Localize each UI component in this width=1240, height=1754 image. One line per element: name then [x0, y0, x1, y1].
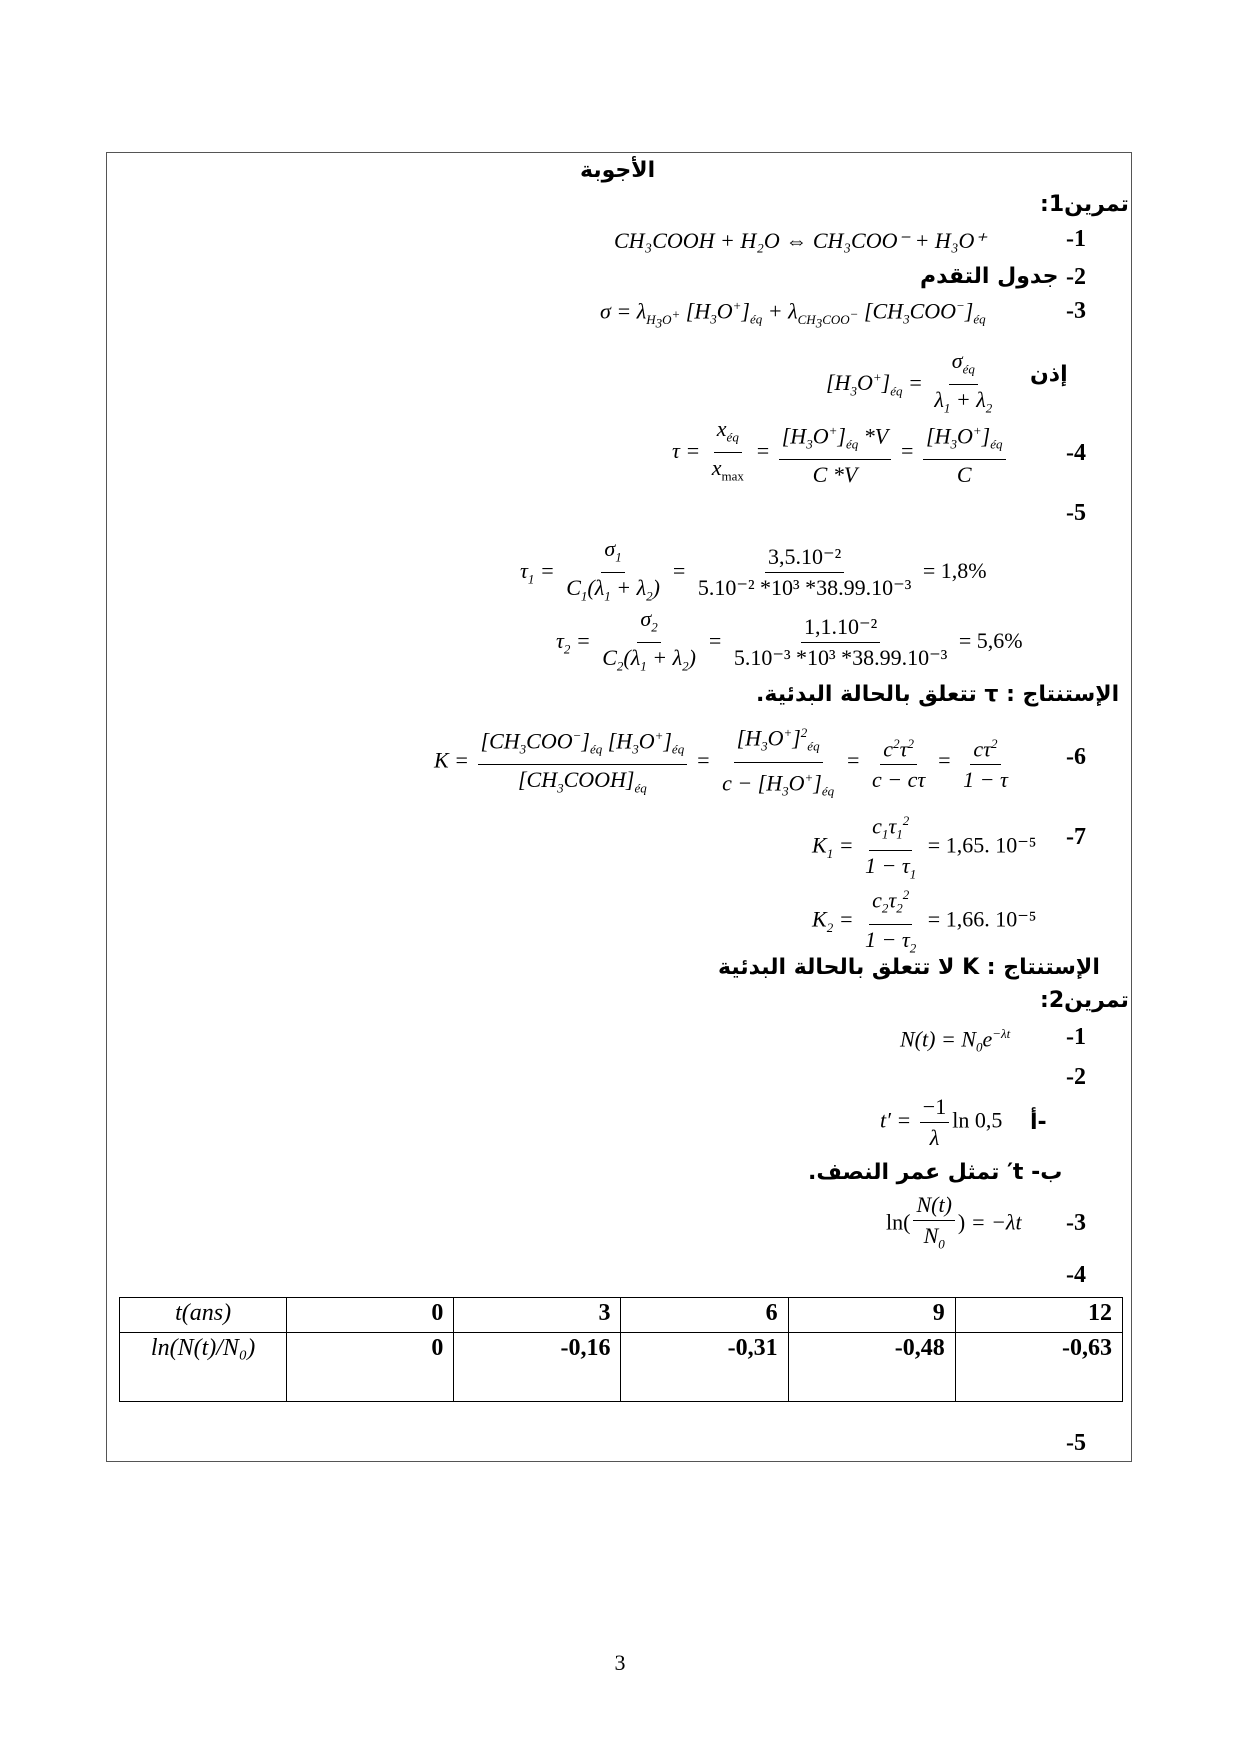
q1-3-number: -3 — [1066, 298, 1086, 324]
table-row — [120, 1333, 1123, 1402]
table-cell: -0,48 — [788, 1333, 955, 1402]
h3o-concentration-equation: $[H_3O^+]_{éq}$ = $\frac{\sigma_{éq}}{\lambda_1 + \lambda_2}$ — [826, 348, 993, 416]
table-row-header: ln(N(t)/N₀) — [120, 1333, 287, 1402]
k-equation: K = $\frac{[CH_3COO^-]_{éq} [H_3O^+]_{éq}}{[CH_3COOH]_{éq}}$ = $\frac{[H_3O^+]^2_{éq}}{c - [H_3O^+]_{éq}}$ = $\frac{c^2\tau^2}{c - c\tau}$ = $\frac{c\tau^2}{1 - \tau}$ — [434, 718, 1014, 806]
q2-4-number: -4 — [1066, 1262, 1086, 1288]
q1-1-equation: CH₃COOH + H₂O ⇔ CH₃COO⁻ + H₃O⁺ — [614, 228, 986, 253]
table-row — [120, 1298, 1123, 1333]
table-cell: 6 — [621, 1298, 788, 1333]
conductivity-equation: $\sigma = \lambda_{H_3O^+}$ $[H_3O^+]_{éq} + \lambda_{CH_3COO^-}$ $[CH_3COO^-]_{éq}$ — [600, 298, 986, 331]
table-cell: 0 — [287, 1333, 454, 1402]
q1-4-number: -4 — [1066, 440, 1086, 466]
table-cell: 3 — [454, 1298, 621, 1333]
exercise-1-title: تمرين1: — [1040, 192, 1129, 217]
log-decay-equation: ln( $\frac{N(t)}{N_0}$ ) = −λt — [886, 1192, 1022, 1252]
k2-result: = 1,66. 10⁻⁵ — [927, 906, 1037, 932]
q2-2b-text: ب- t′ تمثل عمر النصف. — [808, 1160, 1063, 1185]
table-cell: -0,16 — [454, 1333, 621, 1402]
tau-definition-equation: τ = $\frac{x_{éq}}{x_{max}}$ = $\frac{[H_3O^+]_{éq} *V}{C *V}$ = $\frac{[H_3O^+]_{éq}}{C}$ — [672, 414, 1009, 492]
tau1-equation: $\tau_1$ = $\frac{\sigma_1}{C_1(\lambda_1 + \lambda_2)}$ = $\frac{\text{3,5.10⁻²}}{\text{5.10⁻² *10³ *38.99.10⁻³}}$ = 1,8% — [520, 536, 987, 604]
table-cell: -0,63 — [955, 1333, 1122, 1402]
q2-2a-label: -أ — [1030, 1110, 1047, 1135]
q1-2-text: جدول التقدم — [920, 264, 1059, 289]
q2-1-number: -1 — [1066, 1024, 1086, 1050]
half-life-equation-tail: ln 0,5 — [952, 1107, 1003, 1133]
conclusion-k: الإستنتاج : K لا تتعلق بالحالة البدئية — [718, 955, 1100, 980]
q2-5-number: -5 — [1066, 1430, 1086, 1456]
tau1-denominator: 5.10⁻² *10³ *38.99.10⁻³ — [697, 575, 912, 601]
page-title: الأجوبة — [580, 158, 656, 183]
therefore-label: إذن — [1030, 362, 1068, 387]
tau1-result: = 1,8% — [922, 557, 987, 583]
q1-7-number: -7 — [1066, 824, 1086, 850]
tau2-result: = 5,6% — [958, 627, 1023, 653]
conclusion-tau: الإستنتاج : τ تتعلق بالحالة البدئية. — [756, 682, 1120, 707]
table-cell: 9 — [788, 1298, 955, 1333]
k2-equation: $K_2$ = $\frac{c_2\tau_2^2}{1 - \tau_2}$ = 1,66. 10⁻⁵ — [812, 880, 1036, 963]
tau2-numerator: 1,1.10⁻² — [801, 612, 880, 643]
q1-2-number: -2 — [1066, 264, 1086, 290]
q1-6-number: -6 — [1066, 744, 1086, 770]
half-life-equation: t′ = $\frac{-1}{\lambda}$ ln 0,5 — [880, 1094, 1003, 1150]
table-cell: 12 — [955, 1298, 1122, 1333]
table-cell: 0 — [287, 1298, 454, 1333]
q1-1-number: -1 — [1066, 226, 1086, 252]
table-cell: -0,31 — [621, 1333, 788, 1402]
tau1-numerator: 3,5.10⁻² — [765, 542, 844, 573]
table-row-header: t(ans) — [120, 1298, 287, 1333]
decay-data-table — [119, 1297, 1123, 1402]
page-number: 3 — [614, 1650, 626, 1675]
tau2-equation: $\tau_2$ = $\frac{\sigma_2}{C_2(\lambda_1 + \lambda_2)}$ = $\frac{\text{1,1.10⁻²}}{\text{5.10⁻³ *10³ *38.99.10⁻³}}$ = 5,6% — [556, 606, 1023, 674]
k1-result: = 1,65. 10⁻⁵ — [927, 832, 1037, 858]
exercise-2-title: تمرين2: — [1040, 988, 1129, 1013]
q2-3-number: -3 — [1066, 1210, 1086, 1236]
q1-5-number: -5 — [1066, 500, 1086, 526]
k1-equation: $K_1$ = $\frac{c_1\tau_1^2}{1 - \tau_1}$ = 1,65. 10⁻⁵ — [812, 806, 1036, 889]
tau2-denominator: 5.10⁻³ *10³ *38.99.10⁻³ — [733, 645, 948, 671]
q2-2-number: -2 — [1066, 1064, 1086, 1090]
decay-law-equation: $N(t) = N_0e^{-\lambda t}$ — [900, 1026, 1011, 1055]
